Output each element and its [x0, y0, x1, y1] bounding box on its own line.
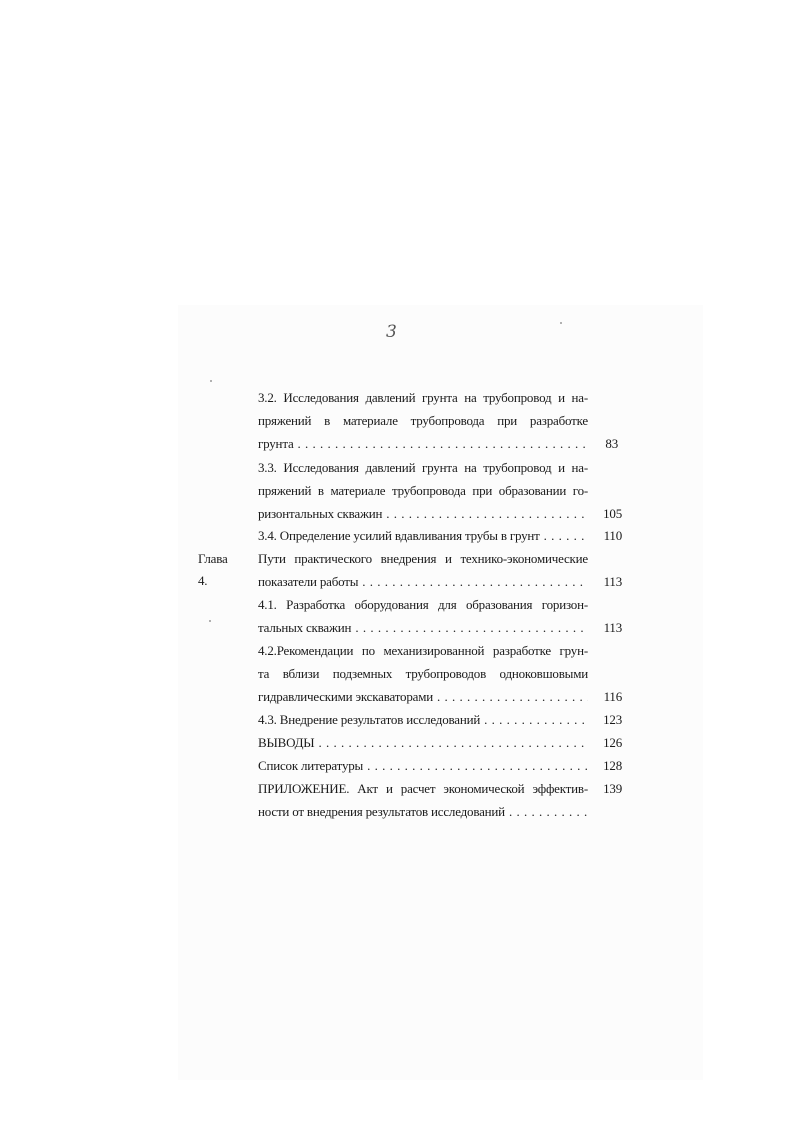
toc-entry-3-3-line-3: [258, 503, 588, 525]
dot-leader: [367, 755, 588, 777]
toc-entry-text: гидравлическими экскаваторами: [258, 689, 433, 704]
scan-speck: [210, 380, 212, 382]
toc-page-references: 128: [603, 758, 622, 773]
toc-entry-4-1-line-2: [258, 617, 588, 639]
toc-chapter-4-line-2: [258, 571, 588, 593]
toc-entry-3-2-line-3: [258, 433, 588, 455]
toc-page-appendix: 139: [603, 781, 622, 796]
toc-entry-4-1-line-1: 4.1. Разработка оборудования для образования горизон-: [258, 597, 588, 612]
dot-leader: [298, 433, 588, 455]
dot-leader: [437, 686, 588, 708]
toc-page-3-3: 105: [603, 506, 622, 521]
toc-page-conclusions: 126: [603, 735, 622, 750]
toc-entry-text: ВЫВОДЫ: [258, 735, 315, 750]
toc-entry-4-3: [258, 709, 588, 731]
toc-page-4-3: 123: [603, 712, 622, 727]
toc-entry-appendix-line-1: ПРИЛОЖЕНИЕ. Акт и расчет экономической эффектив-: [258, 781, 588, 796]
toc-entry-3-2-line-1: 3.2. Исследования давлений грунта на трубопровод и на-: [258, 390, 588, 405]
toc-chapter-4-line-1: Пути практического внедрения и технико-экономические: [258, 551, 588, 566]
toc-entry-4-2-line-3: [258, 686, 588, 708]
toc-page-chapter-4: 113: [603, 574, 622, 589]
scan-speck: [560, 322, 562, 324]
toc-entry-text: 4.3. Внедрение результатов исследований: [258, 712, 481, 727]
dot-leader: [484, 709, 588, 731]
toc-entry-3-3-line-2: пряжений в материале трубопровода при образовании го-: [258, 483, 588, 498]
scan-speck: [209, 620, 211, 622]
toc-entry-text: ризонтальных скважин: [258, 506, 383, 521]
toc-page-4-1: 113: [603, 620, 622, 635]
toc-entry-3-2-line-2: пряжений в материале трубопровода при разработке: [258, 413, 588, 428]
toc-entry-text: Список литературы: [258, 758, 364, 773]
toc-page-4-2: 116: [603, 689, 622, 704]
dot-leader: [355, 617, 588, 639]
toc-page-3-2: 83: [605, 436, 618, 451]
toc-entry-4-2-line-1: 4.2.Рекомендации по механизированной разработке грун-: [258, 643, 588, 658]
toc-entry-text: грунта: [258, 436, 294, 451]
toc-entry-references: [258, 755, 588, 777]
toc-entry-text: ности от внедрения результатов исследований: [258, 804, 505, 819]
dot-leader: [386, 503, 588, 525]
toc-page-3-4: 110: [603, 528, 622, 543]
toc-entry-text: тальных скважин: [258, 620, 352, 635]
toc-entry-3-3-line-1: 3.3. Исследования давлений грунта на трубопровод и на-: [258, 460, 588, 475]
toc-entry-appendix-line-2: [258, 801, 588, 823]
toc-entry-4-2-line-2: та вблизи подземных трубопроводов одноковшовыми: [258, 666, 588, 681]
dot-leader: [509, 801, 588, 823]
toc-entry-text: показатели работы: [258, 574, 359, 589]
toc-entry-text: 3.4. Определение усилий вдавливания трубы в грунт: [258, 528, 540, 543]
dot-leader: [318, 732, 588, 754]
toc-entry-conclusions: [258, 732, 588, 754]
page-number: 3: [386, 322, 397, 342]
toc-entry-3-4-line-1: [258, 525, 588, 547]
dot-leader: [362, 571, 588, 593]
chapter-4-label: Глава 4.: [198, 551, 228, 588]
